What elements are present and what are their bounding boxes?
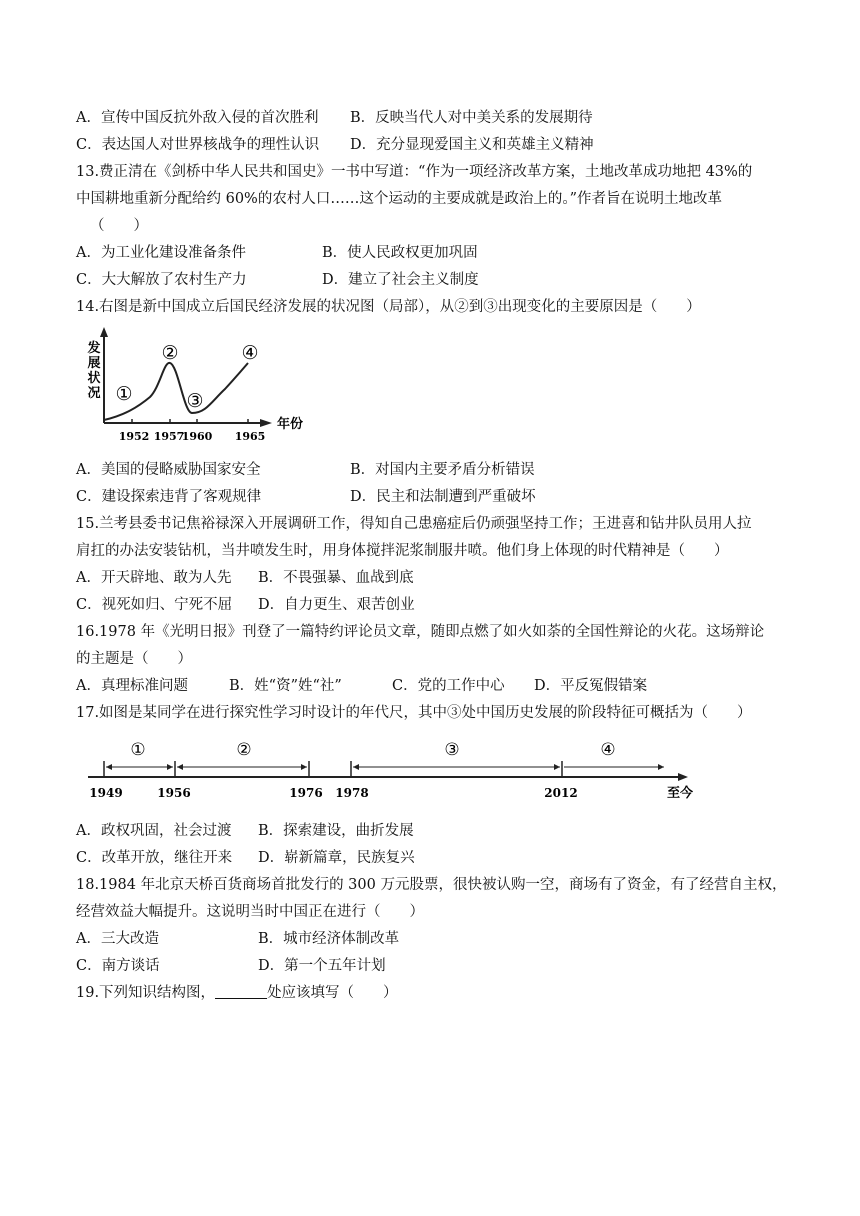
q14-y-label-2: 展 [87,356,101,371]
q17-year-1978: 1978 [335,786,369,800]
q14-y-label-4: 况 [87,386,101,401]
q17-option-b: B．探索建设，曲折发展 [258,823,414,839]
q16-stem-line-2: 的主题是（ ） [76,651,192,667]
q14-x-label: 年份 [276,417,304,432]
q14-option-a: A．美国的侵略威胁国家安全 [76,462,261,478]
q17-option-a: A．政权巩固，社会过渡 [76,823,232,839]
q16-option-b: B．姓“资”姓“社” [229,678,342,694]
q14-y-label-3: 状 [87,371,101,386]
q17-year-1956: 1956 [157,786,191,800]
q18-option-c: C．南方谈话 [76,958,160,974]
q13-option-d: D．建立了社会主义制度 [322,272,479,288]
q16-option-d: D．平反冤假错案 [534,678,648,694]
q14-y-label-1: 发 [87,341,101,356]
q14-marker-1: ① [115,383,133,405]
q14-economy-chart [80,325,320,450]
q14-year-1965: 1965 [234,430,266,443]
q13-option-c: C．大大解放了农村生产力 [76,272,247,288]
q17-year-1976: 1976 [289,786,323,800]
q14-marker-2: ② [161,342,179,364]
q14-option-d: D．民主和法制遭到严重破坏 [350,489,536,505]
q12-option-c: C．表达国人对世界核战争的理性认识 [76,137,320,153]
q18-option-b: B．城市经济体制改革 [258,931,400,947]
q15-stem-line-2: 肩扛的办法安装钻机，当井喷发生时，用身体搅拌泥浆制服井喷。他们身上体现的时代精神是（ ） [76,543,729,559]
q16-stem-line-1: 16.1978 年《光明日报》刊登了一篇特约评论员文章，随即点燃了如火如荼的全国性辩论的火花。这场辩论 [76,624,765,640]
q19-stem-suffix: 处应该填写（ ） [267,985,398,1001]
q13-option-b: B．使人民政权更加巩固 [322,245,478,261]
q12-option-b: B．反映当代人对中美关系的发展期待 [350,110,593,126]
q18-stem-line-2: 经营效益大幅提升。这说明当时中国正在进行（ ） [76,904,424,920]
q19-stem-prefix: 19.下列知识结构图， [76,985,216,1001]
q17-stem: 17.如图是某同学在进行探究性学习时设计的年代尺，其中③处中国历史发展的阶段特征可概括为（ ） [76,705,752,721]
q15-option-d: D．自力更生、艰苦创业 [258,597,415,613]
q14-marker-4: ④ [241,342,259,364]
q15-option-a: A．开天辟地、敢为人先 [76,570,232,586]
q18-stem-line-1: 18.1984 年北京天桥百货商场首批发行的 300 万元股票，很快被认购一空，商场有了资金，有了经营自主权， [76,877,787,893]
q18-option-a: A．三大改造 [76,931,159,947]
q14-year-1960: 1960 [181,430,213,443]
q13-option-a: A．为工业化建设准备条件 [76,245,246,261]
q17-option-d: D．崭新篇章，民族复兴 [258,850,415,866]
q14-marker-3: ③ [186,390,204,412]
q16-option-c: C．党的工作中心 [392,678,505,694]
q19-stem [76,983,398,1003]
q14-year-1952: 1952 [118,430,150,443]
q14-year-1957: 1957 [153,430,185,443]
q14-option-c: C．建设探索违背了客观规律 [76,489,262,505]
q17-end-label: 至今 [666,786,694,801]
q12-option-a: A．宣传中国反抗外敌入侵的首次胜利 [76,110,319,126]
q17-marker-3: ③ [444,740,460,760]
q15-option-c: C．视死如归、宁死不屈 [76,597,233,613]
q17-timeline [84,735,704,805]
q16-option-a: A．真理标准问题 [76,678,188,694]
q14-option-b: B．对国内主要矛盾分析错误 [350,462,535,478]
q17-marker-1: ① [130,740,146,760]
q12-option-d: D．充分显现爱国主义和英雄主义精神 [350,137,594,153]
q14-stem: 14.右图是新中国成立后国民经济发展的状况图（局部），从②到③出现变化的主要原因是（ ） [76,299,701,315]
q17-year-2012: 2012 [544,786,578,800]
q17-marker-2: ② [236,740,252,760]
q13-stem-line-2: 中国耕地重新分配给约 60%的农村人口……这个运动的主要成就是政治上的。”作者旨在说明土地改革 [76,191,722,207]
q18-option-d: D．第一个五年计划 [258,958,386,974]
q17-option-c: C．改革开放，继往开来 [76,850,233,866]
q15-stem-line-1: 15.兰考县委书记焦裕禄深入开展调研工作，得知自己患癌症后仍顽强坚持工作；王进喜和钻井队员用人拉 [76,516,752,532]
q13-stem-line-1: 13.费正清在《剑桥中华人民共和国史》一书中写道：“作为一项经济改革方案，土地改革成功地把 43%的 [76,164,753,180]
q17-marker-4: ④ [600,740,616,760]
q19-blank [215,984,267,999]
q13-answer-paren: （ ） [90,218,148,234]
q17-year-1949: 1949 [89,786,123,800]
q15-option-b: B．不畏强暴、血战到底 [258,570,414,586]
